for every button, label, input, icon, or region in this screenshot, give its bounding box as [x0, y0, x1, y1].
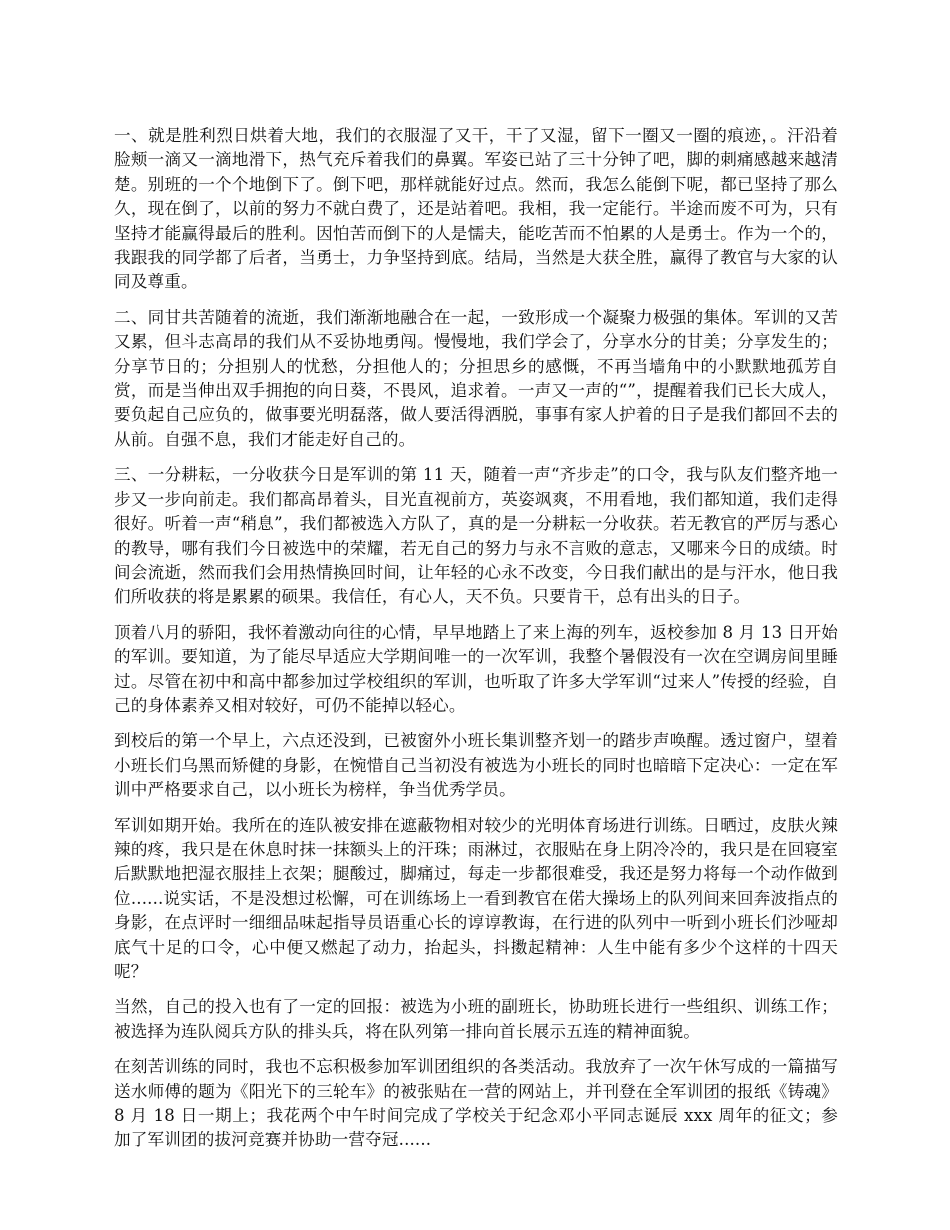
paragraph-5: 到校后的第一个早上，六点还没到，已被窗外小班长集训整齐划一的踏步声唤醒。透过窗户，望着小班长们乌黑而矫健的身影，在惋惜自己当初没有被选为小班长的同时也暗暗下定决心：一定在军训中严格要求自己，以小班长为榜样，争当优秀学员。 — [114, 731, 838, 800]
paragraph-7: 当然，自己的投入也有了一定的回报：被选为小班的副班长，协助班长进行一些组织、训练工作；被选择为连队阅兵方队的排头兵，将在队列第一排向首长展示五连的精神面貌。 — [114, 997, 838, 1041]
paragraph-8: 在刻苦训练的同时，我也不忘积极参加军训团组织的各类活动。我放弃了一次午休写成的一篇描写送水师傅的题为《阳光下的三轮车》的被张贴在一营的网站上，并刊登在全军训团的报纸《铸魂》8 月 18 日一期上；我花两个中午时间完成了学校关于纪念邓小平同志诞辰 xxx 周年的征文；参加了军训团的拔河竞赛并协助一营夺冠...... — [114, 1057, 838, 1150]
document-body — [114, 124, 838, 1164]
paragraph-4: 顶着八月的骄阳，我怀着激动向往的心情，早早地踏上了来上海的列车，返校参加 8 月 13 日开始的军训。要知道，为了能尽早适应大学期间唯一的一次军训，我整个暑假没有一次在空调房间里睡过。尽管在初中和高中都参加过学校组织的军训，也听取了许多大学军训“过来人”传授的经验，自己的身体素养又相对较好，可仍不能掉以轻心。 — [114, 622, 838, 715]
paragraph-1: 一、就是胜利烈日烘着大地，我们的衣服湿了又干，干了又湿，留下一圈又一圈的痕迹，。汗沿着脸颊一滴又一滴地滑下，热气充斥着我们的鼻翼。军姿已站了三十分钟了吧，脚的刺痛感越来越清楚。别班的一个个地倒下了。倒下吧，那样就能好过点。然而，我怎么能倒下呢，都已坚持了那么久，现在倒了，以前的努力不就白费了，还是站着吧。我相，我一定能行。半途而废不可为，只有坚持才能赢得最后的胜利。因怕苦而倒下的人是懦夫，能吃苦而不怕累的人是勇士。作为一个的，我跟我的同学都了后者，当勇士，力争坚持到底。结局，当然是大获全胜，赢得了教官与大家的认同及尊重。 — [114, 126, 838, 292]
paragraph-3: 三、一分耕耘，一分收获今日是军训的第 11 天，随着一声“齐步走”的口令，我与队友们整齐地一步又一步向前走。我们都高昂着头，目光直视前方，英姿飒爽，不用看地，我们都知道，我们走得很好。听着一声“稍息”，我们都被选入方队了，真的是一分耕耘一分收获。若无教官的严厉与悉心的教导，哪有我们今日被选中的荣耀，若无自己的努力与永不言败的意志，又哪来今日的成绩。时间会流逝，然而我们会用热情换回时间，让年轻的心永不改变，今日我们献出的是与汗水，他日我们所收获的将是累累的硕果。我信任，有心人，天不负。只要肯干，总有出头的日子。 — [114, 465, 838, 607]
paragraph-6: 军训如期开始。我所在的连队被安排在遮蔽物相对较少的光明体育场进行训练。日晒过，皮肤火辣辣的疼，我只是在休息时抹一抹额头上的汗珠；雨淋过，衣服贴在身上阴冷冷的，我只是在回寝室后默默地把湿衣服挂上衣架；腿酸过，脚痛过，每走一步都很难受，我还是努力将每一个动作做到位......说实话，不是没想过松懈，可在训练场上一看到教官在偌大操场上的队列间来回奔波指点的身影，在点评时一细细品味起指导员语重心长的谆谆教诲，在行进的队列中一听到小班长们沙哑却底气十足的口令，心中便又燃起了动力，抬起头，抖擞起精神：人生中能有多少个这样的十四天呢？ — [114, 815, 838, 981]
paragraph-2: 二、同甘共苦随着的流逝，我们渐渐地融合在一起，一致形成一个凝聚力极强的集体。军训的又苦又累，但斗志高昂的我们从不妥协地勇闯。慢慢地，我们学会了，分享水分的甘美；分享发生的；分享节日的；分担别人的忧愁，分担他人的；分担思乡的感慨，不再当墙角中的小默默地孤芳自赏，而是当伸出双手拥抱的向日葵，不畏风，追求着。一声又一声的“”，提醒着我们已长大成人，要负起自己应负的，做事要光明磊落，做人要活得洒脱，事事有家人护着的日子是我们都回不去的从前。自强不息，我们才能走好自己的。 — [114, 307, 838, 449]
